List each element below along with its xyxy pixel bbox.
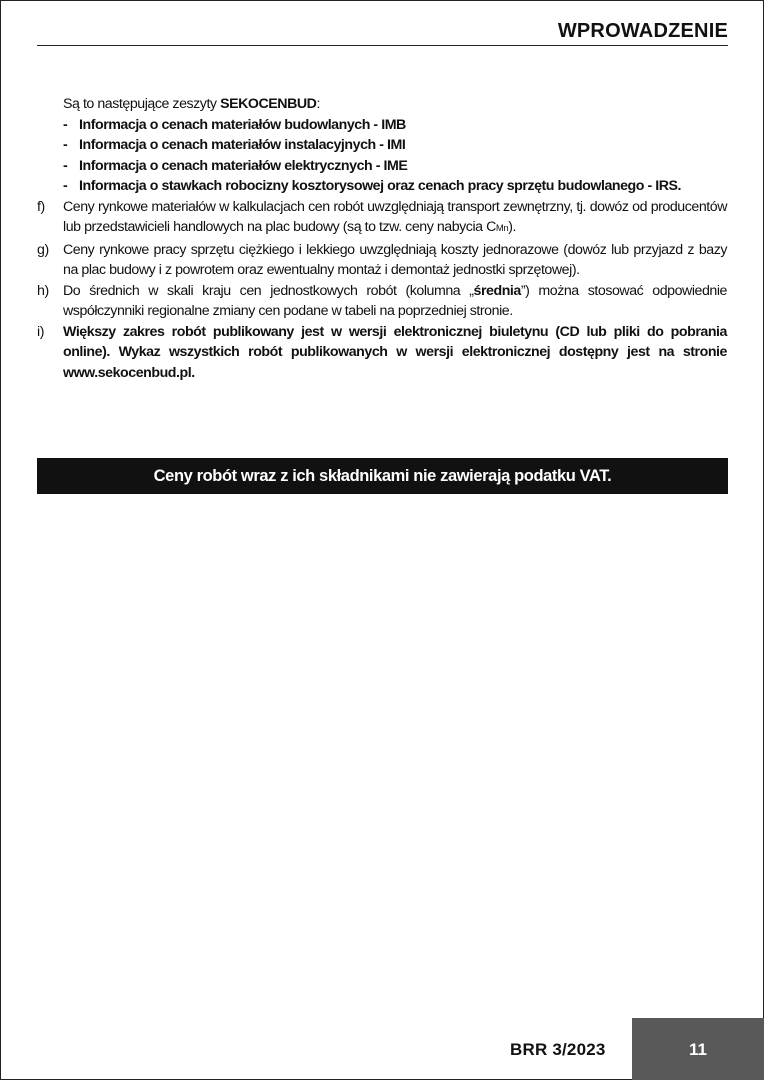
notebook-list [37, 115, 727, 197]
paragraph-f [37, 197, 727, 240]
list-item-text: Informacja o cenach materiałów instalacyjnych - IMI [79, 137, 406, 153]
paragraph-f-text-after: ). [508, 219, 516, 235]
paragraph-i-text: Większy zakres robót publikowany jest w wersji elektronicznej biuletynu (CD lub pliki do pobrania online). Wykaz wszystkich robót publikowanych w wersji elektronicznej dostępny jest na stronie [63, 323, 727, 360]
vat-notice-banner [37, 458, 728, 494]
page-number-box [632, 1018, 764, 1080]
list-item [37, 115, 727, 136]
vat-notice-text: Ceny robót wraz z ich składnikami nie zawierają podatku VAT. [153, 466, 612, 485]
paragraph-f-text-before: Ceny rynkowe materiałów w kalkulacjach cen robót uwzględniają transport zewnętrzny, tj. dowóz od producentów lub przedstawicieli handlowych na plac budowy (są to tzw. ceny nabycia C [63, 198, 727, 235]
paragraph-text [63, 322, 727, 384]
intro-line [37, 94, 727, 115]
subscript-mn: Mn [495, 223, 509, 234]
list-item-text: Informacja o cenach materiałów elektrycznych - IME [79, 157, 408, 174]
list-marker: - [63, 116, 68, 133]
paragraph-i [37, 322, 727, 384]
intro-prefix: Są to następujące zeszyty [63, 96, 221, 112]
main-content [37, 94, 727, 383]
website-link[interactable]: www.sekocenbud.pl. [63, 364, 195, 381]
issue-label: BRR 3/2023 [510, 1040, 606, 1059]
paragraph-h-bold-term: średnia [473, 282, 521, 299]
list-item [37, 156, 727, 177]
paragraph-label: g) [37, 241, 49, 258]
list-marker: - [63, 178, 68, 194]
list-item [37, 176, 727, 197]
intro-suffix: : [316, 96, 320, 112]
paragraph-text [63, 197, 727, 240]
paragraph-label: f) [37, 198, 45, 215]
page-number: 11 [689, 1040, 707, 1059]
section-title: WPROWADZENIE [557, 20, 728, 42]
list-item-text: Informacja o cenach materiałów budowlanych - IMB [79, 116, 406, 133]
paragraph-h-text-before: Do średnich w skali kraju cen jednostkowych robót (kolumna „ [63, 282, 474, 299]
intro-brand: SEKOCENBUD [220, 96, 317, 112]
header-divider [37, 45, 728, 46]
paragraph-label: i) [37, 323, 44, 340]
paragraph-h [37, 281, 727, 322]
paragraph-g [37, 240, 727, 281]
list-marker: - [63, 157, 68, 174]
paragraph-text [63, 281, 727, 322]
paragraph-label: h) [37, 282, 49, 299]
list-item-text: Informacja o stawkach robocizny kosztorysowej oraz cenach pracy sprzętu budowlanego - IRS. [79, 178, 682, 194]
list-item [37, 135, 727, 156]
paragraph-h-text-after: ”) można stosować odpowiednie współczynniki regionalne zmiany cen podane w tabeli na poprzedniej stronie. [63, 282, 727, 319]
paragraph-text: Ceny rynkowe pracy sprzętu ciężkiego i lekkiego uwzględniają koszty jednorazowe (dowóz lub przyjazd z bazy na plac budowy i z powrotem oraz ewentualny montaż i demontaż jednostki sprzętowej). [63, 241, 727, 278]
list-marker: - [63, 137, 68, 153]
